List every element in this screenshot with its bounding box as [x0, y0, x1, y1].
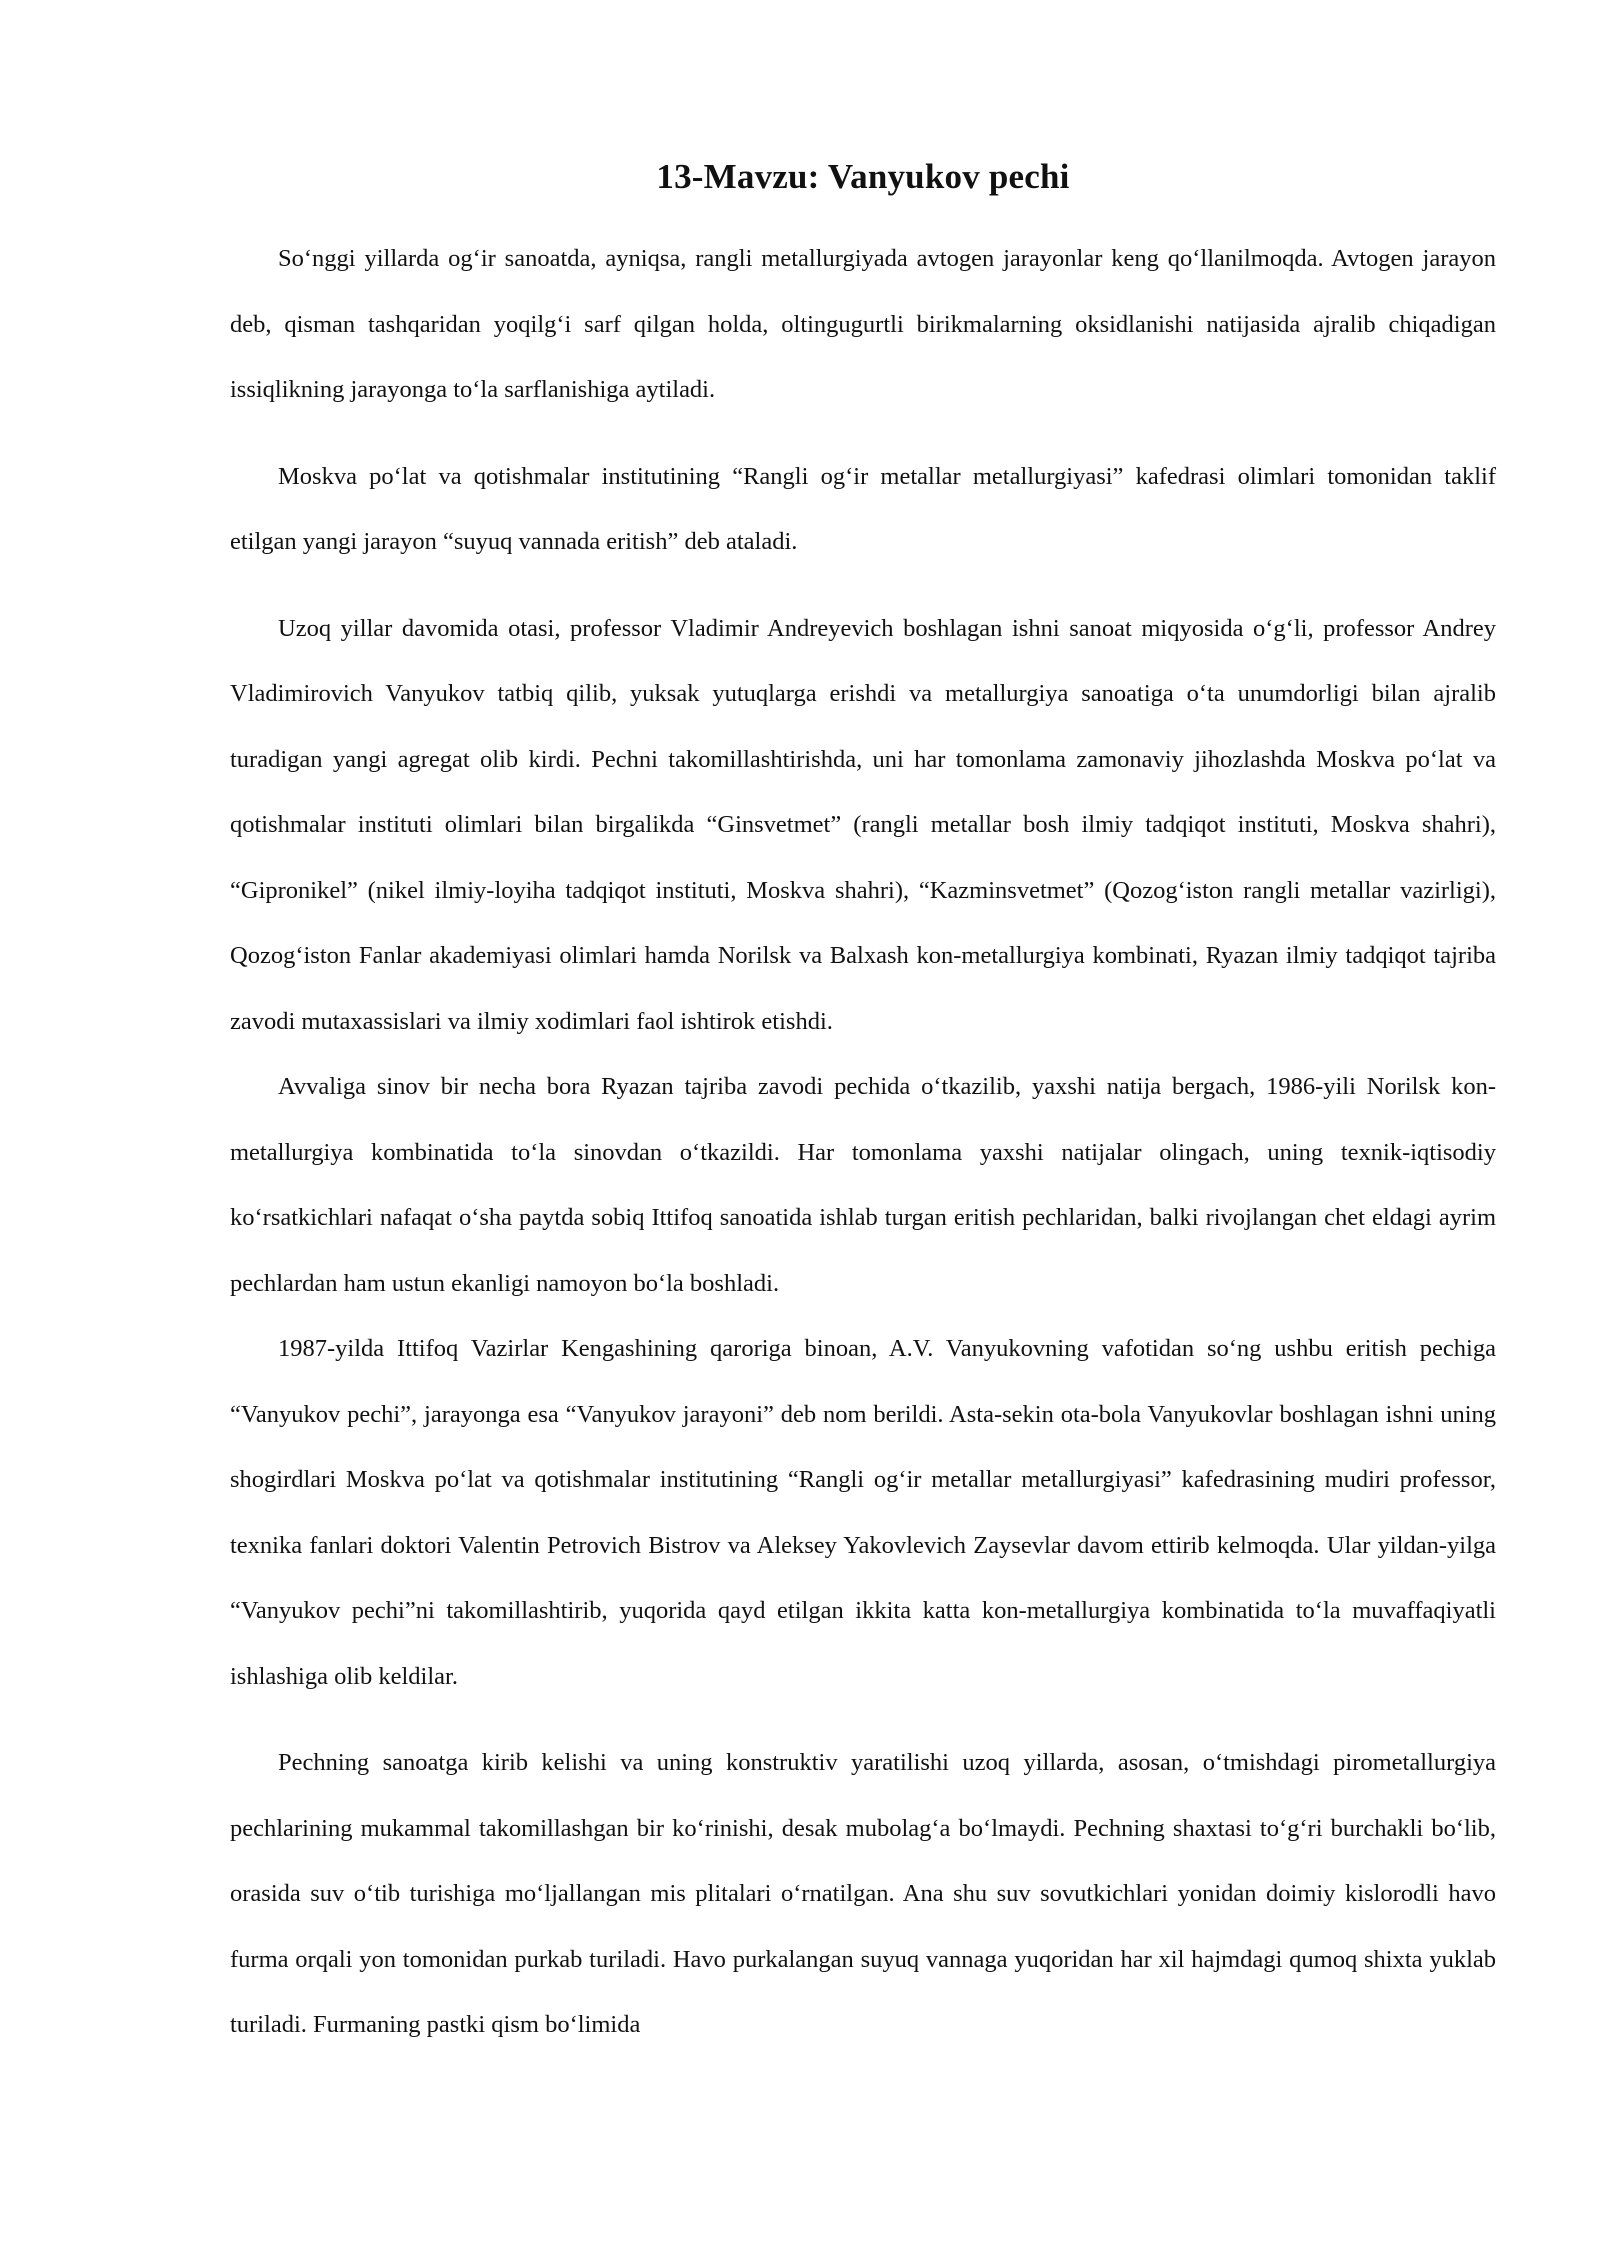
paragraph-construction: Pechning sanoatga kirib kelishi va uning konstruktiv yaratilishi uzoq yillarda, asosan, o‘tmishdagi pirometallurgiya pechlarining mukammal takomillashgan bir ko‘rinishi, desak mubolag‘a bo‘lmaydi. Pechning shaxtasi to‘g‘ri burchakli bo‘lib, orasida suv o‘tib turishiga mo‘ljallangan mis plitalari o‘rnatilgan. Ana shu suv sovutkichlari yonidan doimiy kislorodli havo furma orqali yon tomonidan purkab turiladi. Havo purkalangan suyuq vannaga yuqoridan har xil hajmdagi qumoq shixta yuklab turiladi. Furmaning pastki qism bo‘limida [230, 1749, 1496, 2038]
paragraph-intro: So‘nggi yillarda og‘ir sanoatda, ayniqsa, rangli metallurgiyada avtogen jarayonlar keng qo‘llanilmoqda. Avtogen jarayon deb, qisman tashqaridan yoqilg‘i sarf qilgan holda, oltingugurtli birikmalarning oksidlanishi natijasida ajralib chiqadigan issiqlikning jarayonga to‘la sarflanishiga aytiladi. [230, 245, 1496, 403]
page-title: 13-Mavzu: Vanyukov pechi [656, 157, 1070, 196]
paragraph-naming: 1987-yilda Ittifoq Vazirlar Kengashining qaroriga binoan, A.V. Vanyukovning vafotidan so‘ng ushbu eritish pechiga “Vanyukov pechi”, jarayonga esa “Vanyukov jarayoni” deb nom berildi. Asta-sekin ota-bola Vanyukovlar boshlagan ishni uning shogirdlari Moskva po‘lat va qotishmalar institutining “Rangli og‘ir metallar metallurgiyasi” kafedrasining mudiri professor, texnika fanlari doktori Valentin Petrovich Bistrov va Aleksey Yakovlevich Zaysevlar davom ettirib kelmoqda. Ular yildan-yilga “Vanyukov pechi”ni takomillashtirib, yuqorida qayd etilgan ikkita katta kon-metallurgiya kombinatida to‘la muvaffaqiyatli ishlashiga olib keldilar. [230, 1335, 1496, 1690]
document-page [230, 148, 1496, 2058]
paragraph-moscow-institute: Moskva po‘lat va qotishmalar institutining “Rangli og‘ir metallar metallurgiyasi” kafedrasi olimlari tomonidan taklif etilgan yangi jarayon “suyuq vannada eritish” deb ataladi. [230, 462, 1496, 555]
paragraph-trials: Avvaliga sinov bir necha bora Ryazan tajriba zavodi pechida o‘tkazilib, yaxshi natija bergach, 1986-yili Norilsk kon-metallurgiya kombinatida to‘la sinovdan o‘tkazildi. Har tomonlama yaxshi natijalar olingach, uning texnik-iqtisodiy ko‘rsatkichlari nafaqat o‘sha paytda sobiq Ittifoq sanoatida ishlab turgan eritish pechlaridan, balki rivojlangan chet eldagi ayrim pechlardan ham ustun ekanligi namoyon bo‘la boshladi. [230, 1073, 1496, 1297]
paragraph-history: Uzoq yillar davomida otasi, professor Vladimir Andreyevich boshlagan ishni sanoat miqyosida o‘g‘li, professor Andrey Vladimirovich Vanyukov tatbiq qilib, yuksak yutuqlarga erishdi va metallurgiya sanoatiga o‘ta unumdorligi bilan ajralib turadigan yangi agregat olib kirdi. Pechni takomillashtirishda, uni har tomonlama zamonaviy jihozlashda Moskva po‘lat va qotishmalar instituti olimlari bilan birgalikda “Ginsvetmet” (rangli metallar bosh ilmiy tadqiqot instituti, Moskva shahri), “Gipronikel” (nikel ilmiy-loyiha tadqiqot instituti, Moskva shahri), “Kazminsvetmet” (Qozog‘iston rangli metallar vazirligi), Qozog‘iston Fanlar akademiyasi olimlari hamda Norilsk va Balxash kon-metallurgiya kombinati, Ryazan ilmiy tadqiqot tajriba zavodi mutaxassislari va ilmiy xodimlari faol ishtirok etishdi. [230, 614, 1496, 1035]
